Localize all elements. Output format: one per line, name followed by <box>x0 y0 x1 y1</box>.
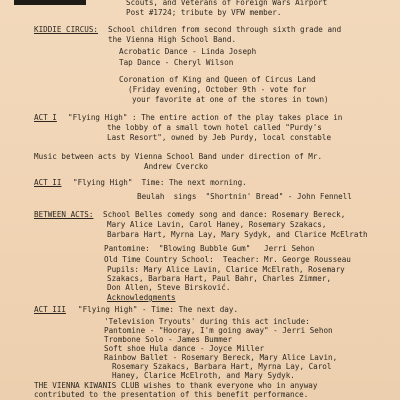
doc-line: Acrobatic Dance - Linda Joseph <box>119 47 257 56</box>
doc-line: Old Time Country School: Teacher: Mr. George Rousseau <box>104 255 351 264</box>
doc-line: contributed to the presentation of this benefit performance. <box>34 390 309 399</box>
redaction-bar <box>14 0 86 5</box>
doc-line: 'Television Tryouts' during this act include: <box>104 317 310 326</box>
section-heading: ACT I <box>34 113 57 122</box>
doc-line: Trombone Solo - James Bummer <box>104 335 233 344</box>
doc-line: Mary Alice Lavin, Carol Haney, Rosemary Szakacs, <box>107 220 327 229</box>
doc-line: Post #1724; tribute by VFW member. <box>126 8 282 17</box>
doc-line: School Belles comedy song and dance: Rosemary Bereck, <box>103 210 346 219</box>
section-heading: ACT II <box>34 178 62 187</box>
doc-line: School children from second through sixth grade and <box>108 25 342 34</box>
doc-line: "Flying High" : The entire action of the play takes place in <box>68 113 343 122</box>
doc-line: Pantomine: "Blowing Bubble Gum" Jerri Sehon <box>104 244 315 253</box>
doc-line: Last Resort", owned by Jeb Purdy, local constable <box>107 133 332 142</box>
doc-line: Haney, Clarice McElroth, and Mary Sydyk. <box>112 371 295 380</box>
doc-line: Music between acts by Vienna School Band under direction of Mr. <box>34 152 323 161</box>
doc-line: Coronation of King and Queen of Circus Land <box>119 75 316 84</box>
doc-line: Rainbow Ballet - Rosemary Bereck, Mary Alice Lavin, <box>104 353 338 362</box>
acknowledgments-heading: Acknowledgments <box>107 293 176 302</box>
doc-line: THE VIENNA KIWANIS CLUB wishes to thank everyone who in anyway <box>34 381 318 390</box>
section-heading: BETWEEN ACTS: <box>34 210 94 219</box>
doc-line: Barbara Hart, Myrna Lay, Mary Sydyk, and Clarice McElrath <box>107 230 368 239</box>
doc-line: the Vienna High School Band. <box>108 35 237 44</box>
doc-line: Rosemary Szakacs, Barbara Hart, Myrna Lay, Carol <box>112 362 332 371</box>
doc-line: the lobby of a small town hotel called "Purdy's <box>107 123 322 132</box>
doc-line: Pantomine - "Hooray, I'm going away" - Jerri Sehon <box>104 326 333 335</box>
doc-line: "Flying High" Time: The next morning. <box>73 178 247 187</box>
doc-line: (Friday evening, October 9th - vote for <box>128 85 307 94</box>
doc-line: "Flying High" - Time: The next day. <box>78 305 239 314</box>
doc-line: Andrew Cvercko <box>144 162 209 171</box>
doc-line: Tap Dance - Cheryl Wilson <box>119 58 234 67</box>
doc-line: Beulah sings "Shortnin' Bread" - John Fennell <box>137 192 352 201</box>
section-heading: KIDDIE CIRCUS: <box>34 25 99 34</box>
doc-line: your favorite at one of the stores in town) <box>132 95 329 104</box>
doc-line: Don Allen, Steve Birsković. <box>107 283 231 292</box>
doc-line: Szakacs, Barbara Hart, Paul Bahr, Charles Zimmer, <box>107 274 332 283</box>
doc-line: Scouts, and Veterans of Foreign Wars Airport <box>126 0 328 7</box>
doc-line: Pupils: Mary Alice Lavin, Clarice McElrath, Rosemary <box>107 265 345 274</box>
doc-line: Soft shoe Hula dance - Joyce Miller <box>104 344 265 353</box>
section-heading: ACT III <box>34 305 67 314</box>
